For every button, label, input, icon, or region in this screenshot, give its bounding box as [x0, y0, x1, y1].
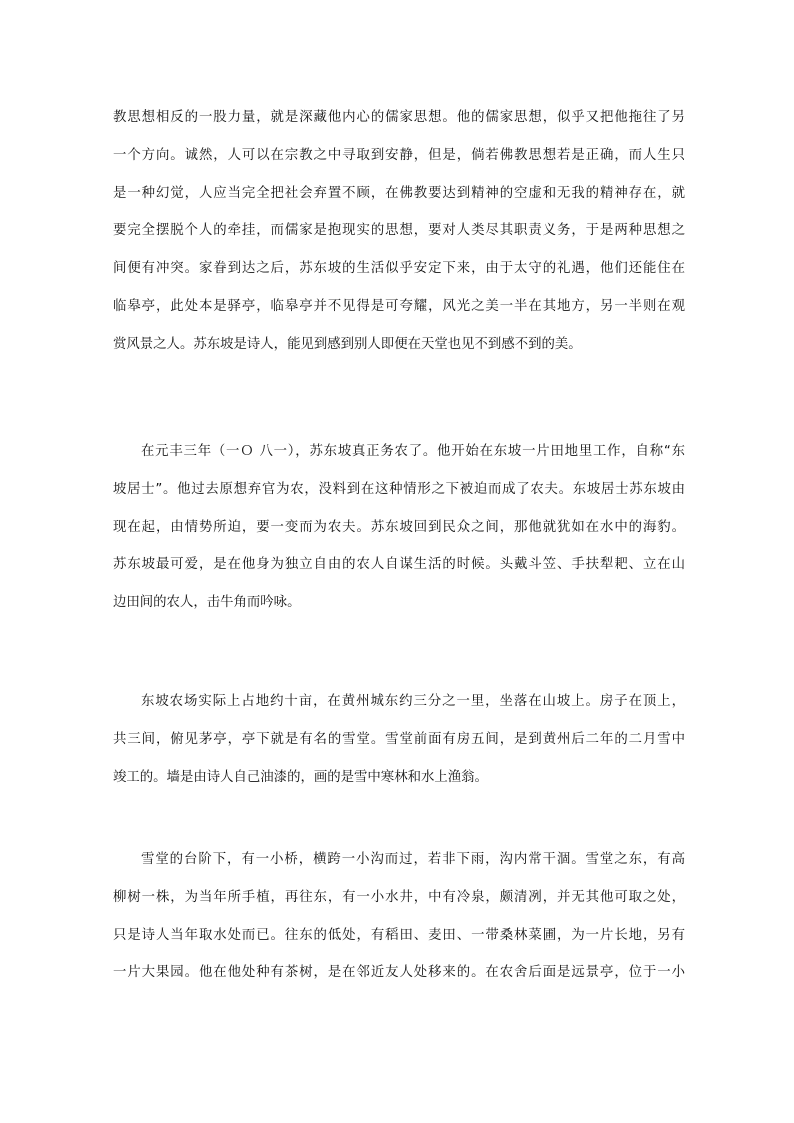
text-line: 东坡农场实际上占地约十亩，在黄州城东约三分之一里，坐落在山坡上。房子在顶上，: [141, 694, 685, 709]
text-line: 要完全摆脱个人的牵挂，而儒家是抱现实的思想，要对人类尽其职责义务，于是两种思想之: [113, 223, 685, 239]
text-line: 只是诗人当年取水处而已。往东的低处，有稻田、麦田、一带桑林菜圃，为一片长地，另有: [113, 927, 685, 943]
paragraph-4: [113, 841, 685, 992]
text-line: 现在起，由情势所迫，要一变而为农夫。苏东坡回到民众之间，那他就犹如在水中的海豹。: [113, 519, 685, 535]
text-line: 柳树一株，为当年所手植，再往东，有一小水井，中有冷泉，颇清冽，并无其他可取之处，: [113, 889, 685, 905]
paragraph-2: [113, 433, 685, 622]
text-line: 共三间，俯见茅亭，亭下就是有名的雪堂。雪堂前面有房五间，是到黄州后二年的二月雪中: [113, 731, 685, 747]
text-line: 一个方向。诚然，人可以在宗教之中寻取到安静，但是，倘若佛教思想若是正确，而人生只: [113, 147, 685, 163]
paragraph-1: [113, 99, 685, 364]
text-line: 教思想相反的一股力量，就是深藏他内心的儒家思想。他的儒家思想，似乎又把他拖往了另: [113, 110, 685, 125]
text-line: 坡居士”。他过去原想弃官为农，没料到在这种情形之下被迫而成了农夫。东坡居士苏东坡由: [113, 481, 685, 497]
text-line: 竣工的。墙是由诗人自己油漆的，画的是雪中寒林和水上渔翁。: [113, 769, 488, 785]
text-line: 是一种幻觉，人应当完全把社会弃置不顾，在佛教要达到精神的空虚和无我的精神存在，就: [113, 185, 685, 201]
text-line: 苏东坡最可爱，是在他身为独立自由的农人自谋生活的时候。头戴斗笠、手扶犁耙、立在山: [113, 557, 685, 573]
text-line: 边田间的农人，击牛角而吟咏。: [113, 595, 301, 611]
text-line: 雪堂的台阶下，有一小桥，横跨一小沟而过，若非下雨，沟内常干涸。雪堂之东，有高: [141, 852, 685, 867]
paragraph-3: [113, 683, 685, 796]
text-line: 一片大果园。他在他处种有茶树，是在邻近友人处移来的。在农舍后面是远景亭，位于一小: [113, 965, 685, 981]
text-line: 间便有冲突。家眷到达之后，苏东坡的生活似乎安定下来，由于太守的礼遇，他们还能住在: [113, 261, 685, 277]
text-line: 在元丰三年（一Ｏ 八一），苏东坡真正务农了。他开始在东坡一片田地里工作，自称“东: [141, 444, 685, 459]
text-line: 赏风景之人。苏东坡是诗人，能见到感到别人即便在天堂也见不到感不到的美。: [113, 336, 582, 352]
text-line: 临皋亭，此处本是驿亭，临皋亭并不见得是可夸耀，风光之美一半在其地方，另一半则在观: [113, 298, 685, 314]
